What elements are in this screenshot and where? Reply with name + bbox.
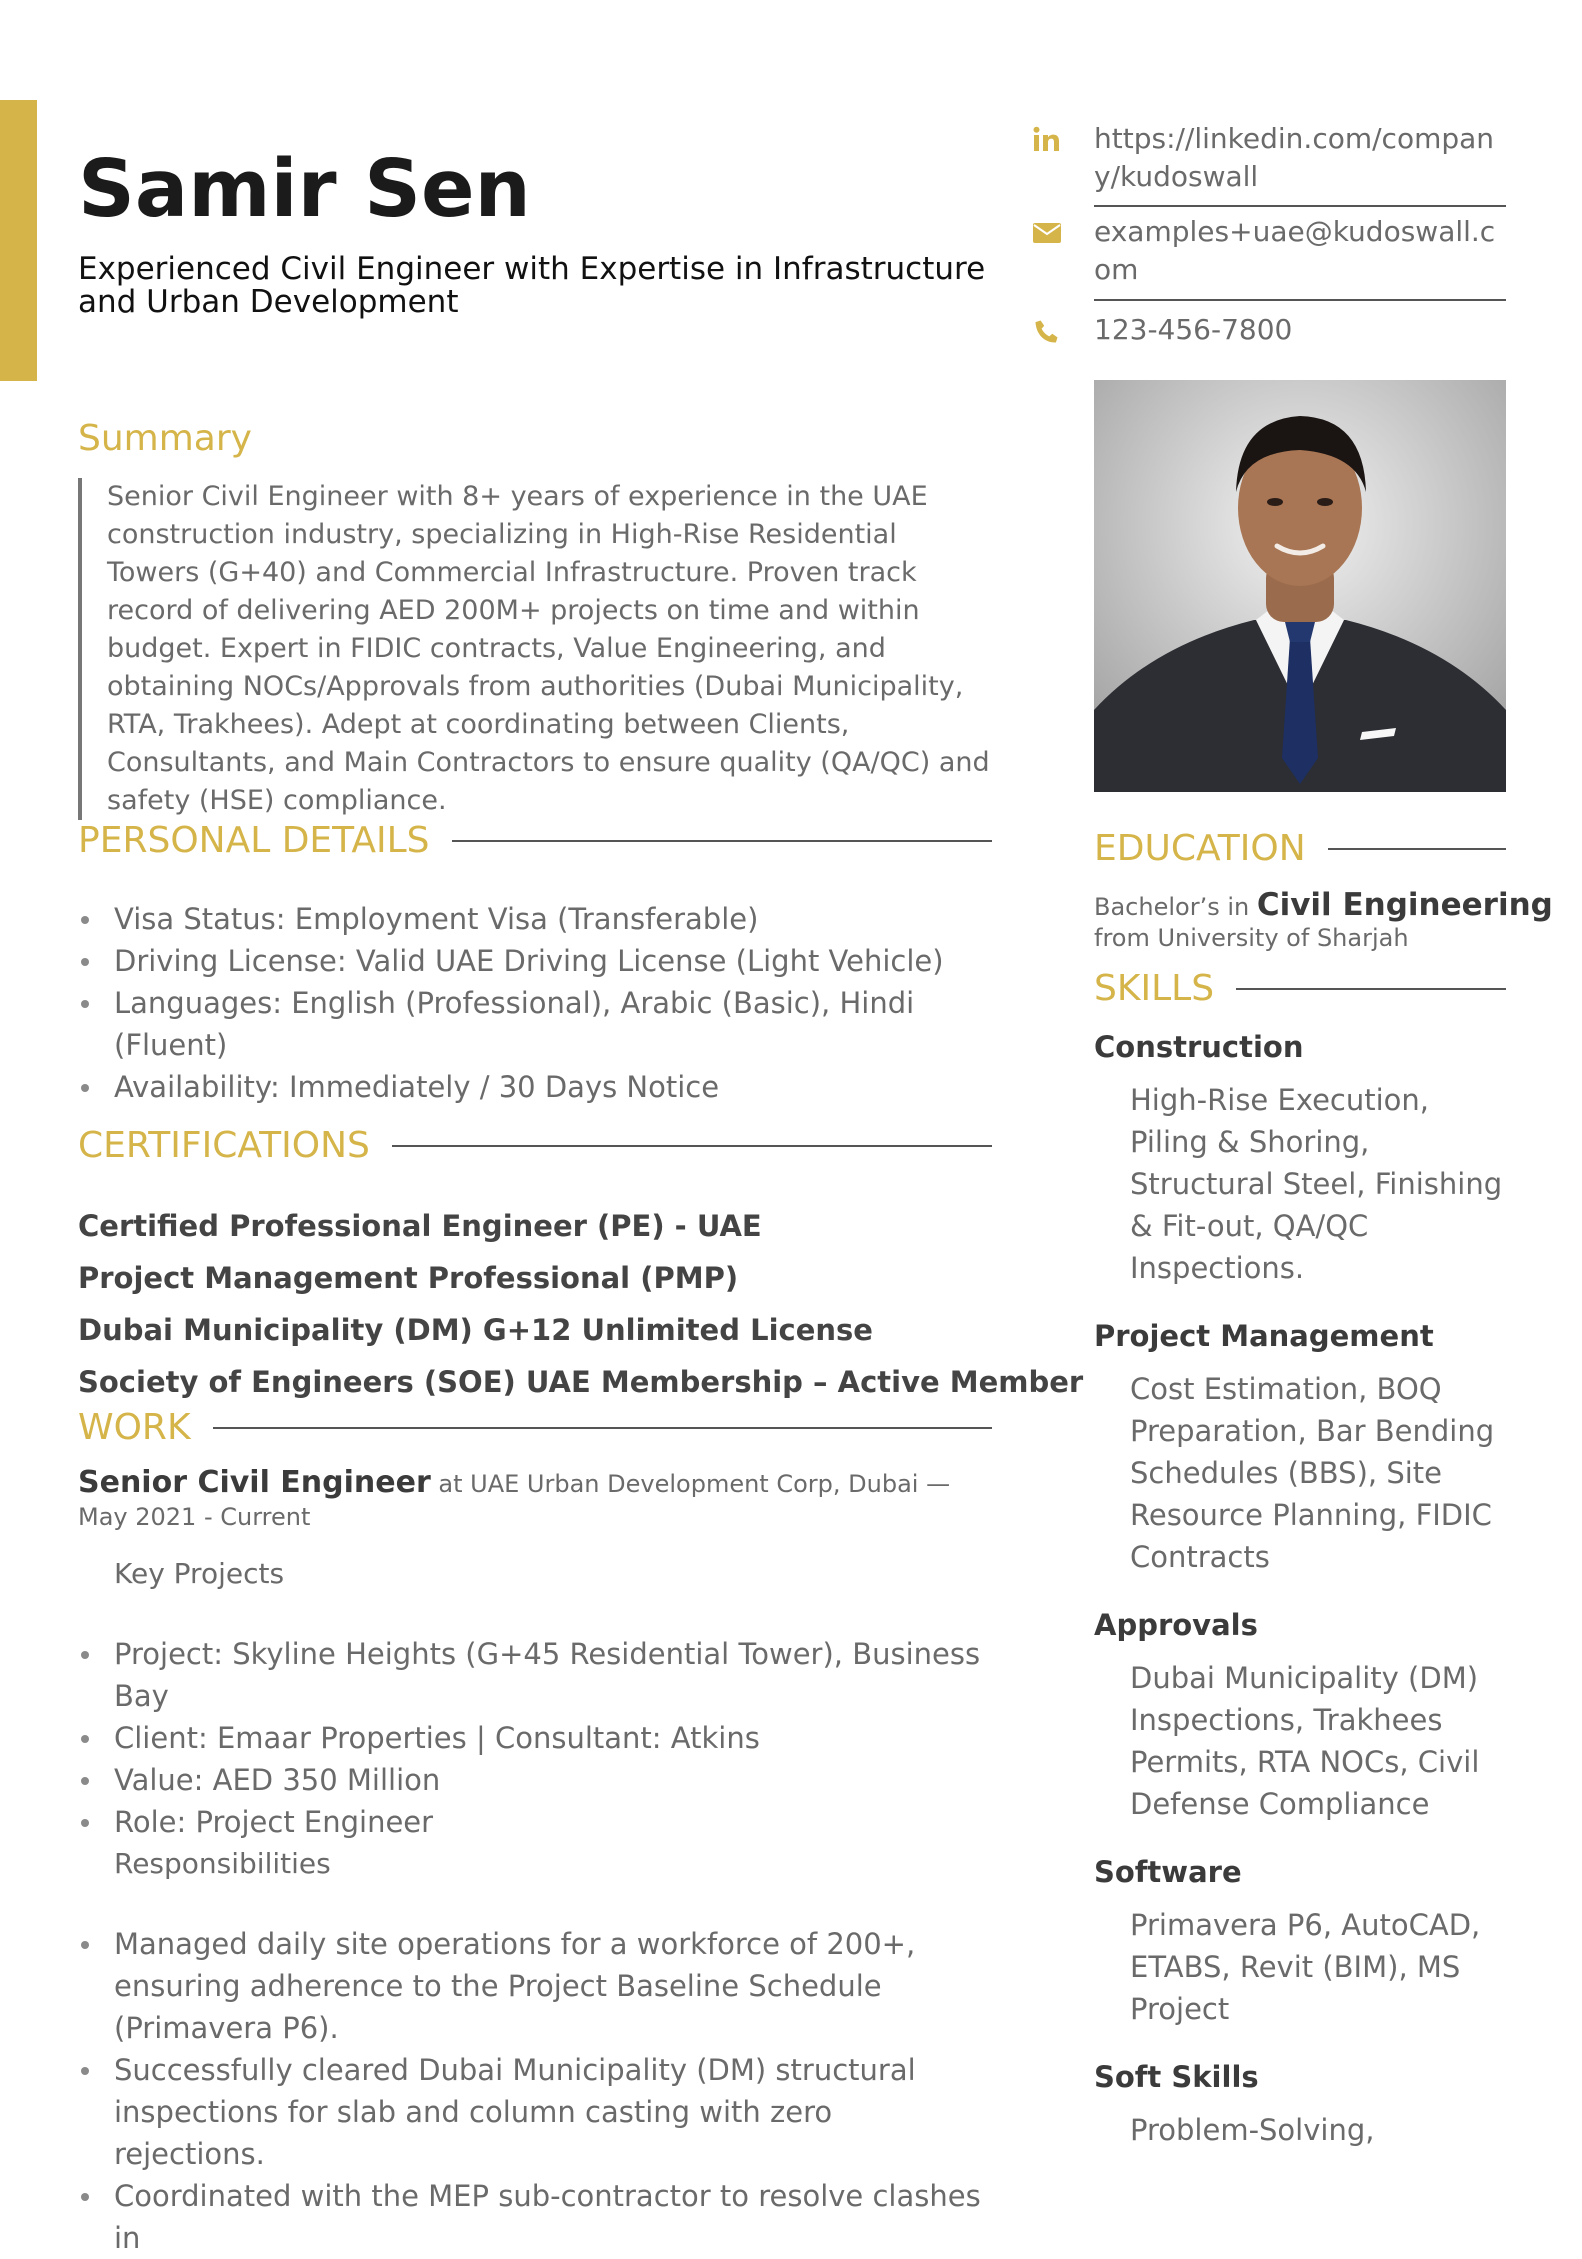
list-item: Availability: Immediately / 30 Days Notice [78, 1066, 992, 1108]
skill-group-name: Software [1094, 1855, 1242, 1889]
responsibilities-label: Responsibilities [114, 1847, 331, 1880]
skills-title: SKILLS [1094, 968, 1215, 1009]
responsibilities-list [78, 1923, 992, 2259]
divider [1094, 205, 1506, 207]
skill-group-desc: Dubai Municipality (DM) Inspections, Trakhees Permits, RTA NOCs, Civil Defense Compliance [1130, 1661, 1480, 1821]
skill-group [1094, 1852, 1506, 2030]
work-title: WORK [78, 1407, 191, 1448]
skill-group-name: Construction [1094, 1030, 1304, 1064]
list-item: Managed daily site operations for a workforce of 200+, ensuring adherence to the Project Baseline Schedule (Primavera P6). [78, 1923, 992, 2049]
headline: Experienced Civil Engineer with Expertise in Infrastructure and Urban Development [78, 251, 986, 320]
divider [1328, 848, 1506, 850]
certification-item: Certified Professional Engineer (PE) - UAE [78, 1209, 762, 1243]
skills-header [1094, 968, 1506, 1009]
skill-group [1094, 1316, 1506, 1578]
list-item: Project: Skyline Heights (G+45 Residential Tower), Business Bay [78, 1633, 992, 1717]
divider [1236, 988, 1506, 990]
education-degree-line [1094, 887, 1553, 924]
skill-group-name: Project Management [1094, 1319, 1434, 1353]
summary-title: Summary [78, 418, 252, 459]
certifications-title: CERTIFICATIONS [78, 1125, 370, 1166]
skill-group [1094, 1027, 1506, 1289]
linkedin-icon [1030, 126, 1064, 152]
skill-group-desc: Primavera P6, AutoCAD, ETABS, Revit (BIM), MS Project [1130, 1908, 1481, 2026]
key-projects-list [78, 1633, 992, 1843]
personal-details-title: PERSONAL DETAILS [78, 820, 430, 861]
skill-group-desc: Cost Estimation, BOQ Preparation, Bar Bending Schedules (BBS), Site Resource Planning, FIDIC Contracts [1130, 1372, 1495, 1574]
divider [452, 840, 992, 842]
job-title-line [78, 1466, 992, 1534]
list-item: Value: AED 350 Million [78, 1759, 992, 1801]
certification-item: Dubai Municipality (DM) G+12 Unlimited License [78, 1313, 873, 1347]
education-title: EDUCATION [1094, 828, 1306, 869]
list-item: Successfully cleared Dubai Municipality (DM) structural inspections for slab and column casting with zero rejections. [78, 2049, 992, 2175]
list-item: Visa Status: Employment Visa (Transferable) [78, 898, 992, 940]
education-school: from University of Sharjah [1094, 924, 1409, 952]
list-item: Role: Project Engineer [78, 1801, 992, 1843]
skills-list [1094, 1027, 1506, 2178]
divider [1094, 299, 1506, 301]
work-header [78, 1407, 992, 1448]
education-prefix: Bachelor’s in [1094, 893, 1250, 921]
certifications-list [78, 1200, 1084, 1408]
skill-group-name: Soft Skills [1094, 2060, 1259, 2094]
envelope-icon [1030, 223, 1064, 243]
divider [213, 1427, 992, 1429]
job-detail: at UAE Urban Development Corp, Dubai — May 2021 - Current [78, 1470, 951, 1531]
skill-group-name: Approvals [1094, 1608, 1258, 1642]
list-item: Client: Emaar Properties | Consultant: Atkins [78, 1717, 992, 1759]
list-item: Languages: English (Professional), Arabic (Basic), Hindi (Fluent) [78, 982, 992, 1066]
personal-details-list [78, 898, 992, 1108]
personal-details-header [78, 820, 992, 861]
summary-text: Senior Civil Engineer with 8+ years of experience in the UAE construction industry, specializing in High-Rise Residential Towers (G+40) and Commercial Infrastructure. Proven track record of delivering AED 200M+ projects on time and within budget. Expert in FIDIC contracts, Value Engineering, and obtaining NOCs/Approvals from authorities (Dubai Municipality, RTA, Trakhees). Adept at coordinating between Clients, Consultants, and Main Contractors to ensure quality (QA/QC) and safety (HSE) compliance. [78, 478, 992, 820]
candidate-name: Samir Sen [78, 143, 531, 235]
divider [392, 1145, 992, 1147]
key-projects-label: Key Projects [114, 1557, 285, 1590]
list-item: Coordinated with the MEP sub-contractor to resolve clashes in [78, 2175, 992, 2259]
skill-group [1094, 1605, 1506, 1825]
accent-bar [0, 100, 37, 381]
skill-group-desc: Problem-Solving, [1130, 2113, 1375, 2147]
phone-icon [1030, 319, 1064, 345]
education-entry [1094, 887, 1553, 952]
list-item: Driving License: Valid UAE Driving License (Light Vehicle) [78, 940, 992, 982]
skill-group [1094, 2057, 1506, 2151]
education-header [1094, 828, 1506, 869]
skill-group-desc: High-Rise Execution, Piling & Shoring, Structural Steel, Finishing & Fit-out, QA/QC Inspections. [1130, 1083, 1503, 1285]
certification-item: Project Management Professional (PMP) [78, 1261, 739, 1295]
email-address[interactable]: examples+uae@kudoswall.com [1094, 215, 1496, 286]
certifications-header [78, 1125, 992, 1166]
job-role: Senior Civil Engineer [78, 1465, 431, 1500]
certification-item: Society of Engineers (SOE) UAE Membership – Active Member [78, 1365, 1084, 1399]
phone-number[interactable]: 123-456-7800 [1094, 313, 1293, 346]
profile-photo [1094, 380, 1506, 792]
education-degree: Civil Engineering [1256, 887, 1553, 923]
linkedin-url[interactable]: https://linkedin.com/company/kudoswall [1094, 122, 1495, 193]
